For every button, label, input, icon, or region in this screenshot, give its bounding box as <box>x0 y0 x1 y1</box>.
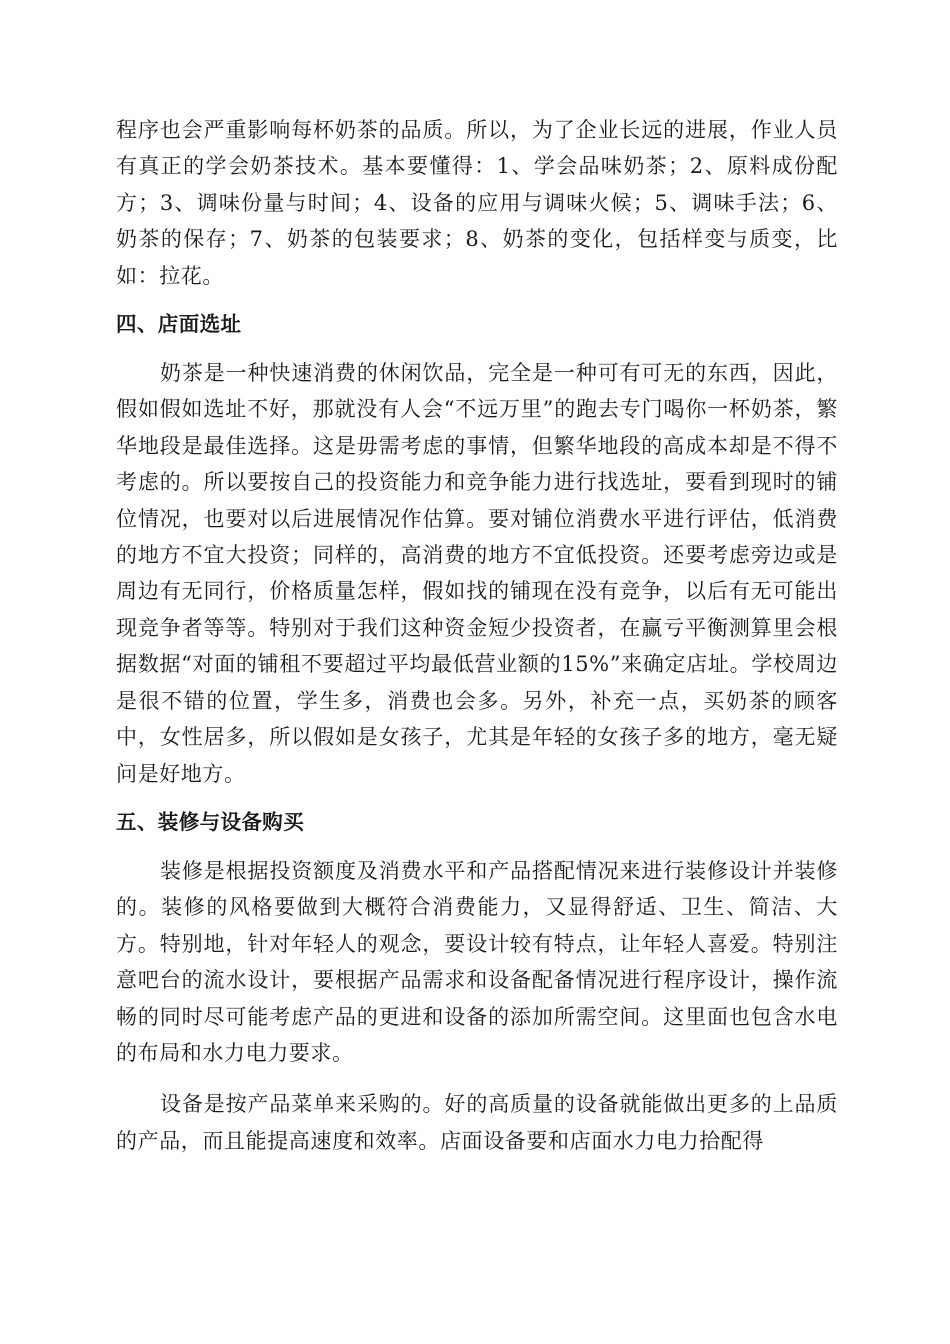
paragraph-equipment: 设备是按产品菜单来采购的。好的高质量的设备就能做出更多的上品质的产品，而且能提高速度和效率。店面设备要和店面水力电力拾配得 <box>116 1092 838 1153</box>
paragraph-milk-tea-technique: 程序也会严重影响每杯奶茶的品质。所以，为了企业长远的进展，作业人员有真正的学会奶茶技术。基本要懂得：1、学会品味奶茶；2、原料成份配方；3、调味份量与时间；4、设备的应用与调味火候；5、调味手法；6、奶茶的保存；7、奶茶的包装要求；8、奶茶的变化，包括样变与质变，比如：拉花。 <box>116 118 838 288</box>
heading-store-location: 四、店面选址 <box>116 312 242 337</box>
document-body <box>116 112 838 1159</box>
paragraph-store-location: 奶茶是一种快速消费的休闲饮品，完全是一种可有可无的东西，因此，假如假如选址不好，那就没有人会“不远万里”的跑去专门喝你一杯奶茶，繁华地段是最佳选择。这是毋需考虑的事情，但繁华地段的高成本却是不得不考虑的。所以要按自己的投资能力和竞争能力进行找选址，要看到现时的铺位情况，也要对以后进展情况作估算。要对铺位消费水平进行评估，低消费的地方不宜大投资；同样的，高消费的地方不宜低投资。还要考虑旁边或是周边有无同行，价格质量怎样，假如找的铺现在没有竞争，以后有无可能出现竞争者等等。特别对于我们这种资金短少投资者，在赢亏平衡测算里会根据数据“对面的铺租不要超过平均最低营业额的15%”来确定店址。学校周边是很不错的位置，学生多，消费也会多。另外，补充一点，买奶茶的顾客中，女性居多，所以假如是女孩子，尤其是年轻的女孩子多的地方，毫无疑问是好地方。 <box>116 361 838 786</box>
paragraph-decoration: 装修是根据投资额度及消费水平和产品搭配情况来进行装修设计并装修的。装修的风格要做到大概符合消费能力，又显得舒适、卫生、简洁、大方。特别地，针对年轻人的观念，要设计较有特点，让年轻人喜爱。特别注意吧台的流水设计，要根据产品需求和设备配备情况进行程序设计，操作流畅的同时尽可能考虑产品的更进和设备的添加所需空间。这里面也包含水电的布局和水力电力要求。 <box>116 858 838 1065</box>
heading-decoration-equipment: 五、装修与设备购买 <box>116 809 305 834</box>
